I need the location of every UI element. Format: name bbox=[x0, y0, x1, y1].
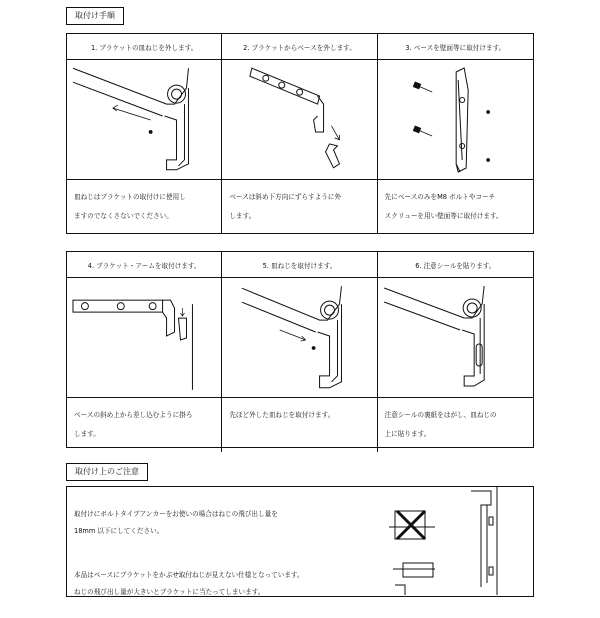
screw-attach-icon bbox=[222, 278, 376, 397]
step-6-heading: 6. 注意シールを貼ります。 bbox=[378, 252, 533, 278]
bracket-remove-screw-icon bbox=[67, 60, 221, 179]
step-2 bbox=[222, 34, 377, 234]
section-title-procedure bbox=[66, 7, 124, 25]
step-3-illustration bbox=[378, 60, 533, 180]
steps-row-1 bbox=[66, 33, 534, 234]
caution-illustration-screw bbox=[385, 487, 451, 595]
caution-text bbox=[74, 487, 384, 618]
step-1-heading: 1. ブラケットの皿ねじを外します。 bbox=[67, 34, 221, 60]
section-title-procedure-text: 取付け手順 bbox=[75, 11, 115, 20]
step-3 bbox=[378, 34, 533, 234]
steps-row-2 bbox=[66, 251, 534, 448]
caution-seal-icon bbox=[378, 278, 533, 397]
base-wall-mount-icon bbox=[378, 60, 533, 179]
step-4-illustration bbox=[67, 278, 221, 398]
step-6-description: 注意シールの裏紙をはがし、皿ねじの 上に貼ります。 bbox=[384, 411, 497, 438]
step-5-illustration bbox=[222, 278, 376, 398]
step-2-illustration bbox=[222, 60, 376, 180]
caution-illustration-bracket bbox=[457, 487, 529, 595]
step-3-heading: 3. ベースを壁面等に取付けます。 bbox=[378, 34, 533, 60]
step-2-heading: 2. ブラケットからベースを外します。 bbox=[222, 34, 376, 60]
step-6 bbox=[378, 252, 533, 452]
caution-notes bbox=[66, 486, 534, 597]
step-2-description: ベースは斜め下方向にずらすように外 します。 bbox=[229, 193, 342, 220]
caution-paragraph-2: 本品はベースにブラケットをかぶせ取付ねじが見えない仕様となっています。 ねじの飛び出し量が大きいとブラケットに当たってしまいます。 bbox=[74, 571, 304, 596]
step-1-description: 皿ねじはブラケットの取付けに使用し ますのでなくさないでください。 bbox=[74, 193, 186, 220]
screw-protrusion-icon bbox=[385, 487, 451, 595]
step-4 bbox=[67, 252, 222, 452]
step-4-description: ベースの斜め上から差し込むように掛ろ します。 bbox=[74, 411, 193, 438]
step-1 bbox=[67, 34, 222, 234]
step-4-heading: 4. ブラケット・アームを取付けます。 bbox=[67, 252, 221, 278]
step-1-illustration bbox=[67, 60, 221, 180]
step-3-description: 先にベースのみをM8 ボルトやコーチ スクリューを用い壁面等に取付けます。 bbox=[384, 193, 503, 220]
bracket-cover-icon bbox=[457, 487, 529, 595]
step-6-illustration bbox=[378, 278, 533, 398]
caution-paragraph-1: 取付けにボルトタイプアンカーをお使いの場合はねじの飛び出し量を 18mm 以下にしてください。 bbox=[74, 510, 278, 535]
bracket-arm-attach-icon bbox=[67, 278, 221, 397]
base-detach-icon bbox=[222, 60, 376, 179]
step-5-heading: 5. 皿ねじを取付けます。 bbox=[222, 252, 376, 278]
section-title-caution-text: 取付け上のご注意 bbox=[75, 467, 139, 476]
section-title-caution bbox=[66, 463, 148, 481]
step-5 bbox=[222, 252, 377, 452]
step-5-description: 先ほど外した皿ねじを取付けます。 bbox=[229, 411, 335, 419]
